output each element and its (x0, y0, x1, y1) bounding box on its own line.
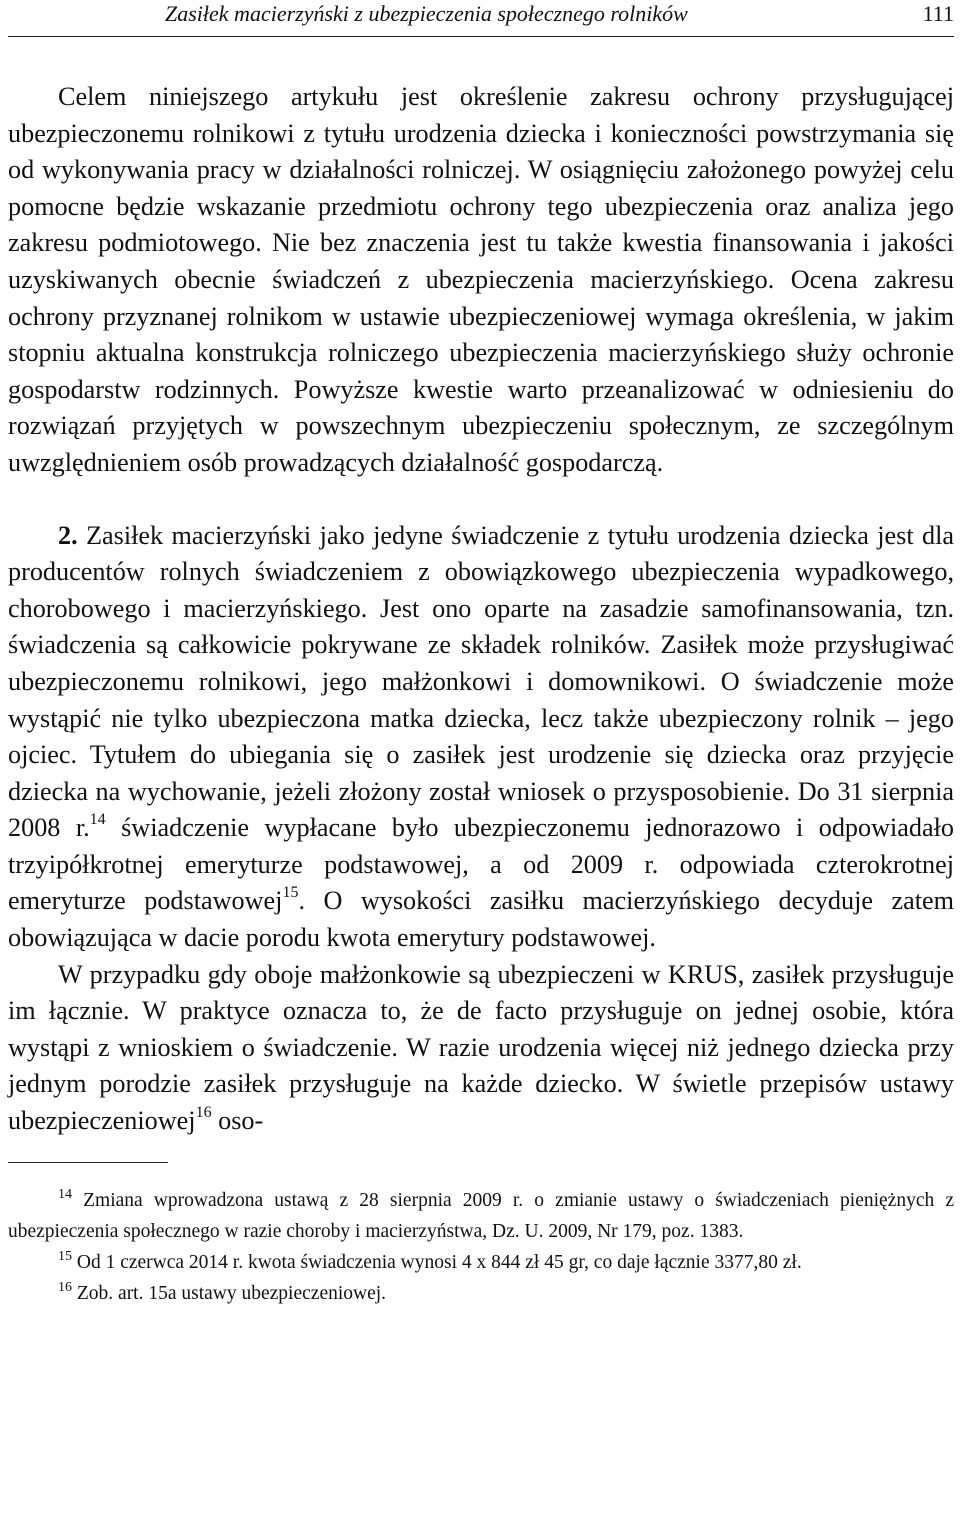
footnote-text: Zob. art. 15a ustawy ubezpieczeniowej. (72, 1282, 387, 1304)
running-title: Zasiłek macierzyński z ubezpieczenia społecznego rolników (165, 1, 688, 26)
paragraph-3 (8, 957, 954, 1140)
paragraph-3-text-b: oso- (211, 1106, 264, 1136)
body-text (8, 79, 954, 1140)
footnote-14 (8, 1185, 954, 1247)
footnote-number: 15 (58, 1248, 72, 1264)
footnote-16 (8, 1278, 954, 1309)
paragraph-1: Celem niniejszego artykułu jest określenie zakresu ochrony przysługującej ubezpieczonemu rolnikowi z tytułu urodzenia dziecka i konieczności powstrzymania się od wykonywania pracy w działalności rolniczej. W osiągnięciu założonego powyżej celu pomocne będzie wskazanie przedmiotu ochrony tego ubezpieczenia oraz analiza jego zakresu podmiotowego. Nie bez znaczenia jest tu także kwestia finansowania i jakości uzyskiwanych obecnie świadczeń z ubezpieczenia macierzyńskiego. Ocena zakresu ochrony przyznanej rolnikom w ustawie ubezpieczeniowej wymaga określenia, w jakim stopniu aktualna konstrukcja rolniczego ubezpieczenia macierzyńskiego służy ochronie gospodarstw rodzinnych. Powyższe kwestie warto przeanalizować w odniesieniu do rozwiązań przyjętych w powszechnym ubezpieczeniu społecznym, ze szczególnym uwzględnieniem osób prowadzących działalność gospodarczą. (8, 82, 954, 477)
footnote-text: Od 1 czerwca 2014 r. kwota świadczenia wynosi 4 x 844 zł 45 gr, co daje łącznie 3377,80 zł. (72, 1251, 802, 1273)
footnote-ref-14[interactable]: 14 (89, 811, 106, 829)
page-number: 111 (922, 1, 954, 26)
footnote-number: 16 (58, 1279, 72, 1295)
paragraph-2 (8, 518, 954, 957)
paragraph-2-text-c: . O wysokości zasiłku macierzyńskiego decyduje zatem obowiązująca w dacie porodu kwota emerytury podstawowej. (8, 886, 954, 953)
footnote-15 (8, 1247, 954, 1278)
footnote-ref-16[interactable]: 16 (195, 1104, 212, 1122)
section-number: 2. (58, 520, 78, 550)
footnotes (8, 1185, 954, 1309)
document-page (8, 0, 954, 1309)
paragraph-2-text-b: świadczenie wypłacane było ubezpieczonemu jednorazowo i odpowiadało trzyipółkrotnej emeryturze podstawowej, a od 2009 r. odpowiada czterokrotnej emeryturze podstawowej (8, 813, 954, 916)
footnote-text: Zmiana wprowadzona ustawą z 28 sierpnia 2009 r. o zmianie ustawy o świadczeniach pieniężnych z ubezpieczenia społecznego w razie choroby i macierzyństwa, Dz. U. 2009, Nr 179, poz. 1383. (8, 1189, 954, 1242)
paragraph-3-text-a: W przypadku gdy oboje małżonkowie są ubezpieczeni w KRUS, zasiłek przysługuje im łącznie. W praktyce oznacza to, że de facto przysługuje on jednej osobie, która wystąpi z wnioskiem o świadczenie. W razie urodzenia więcej niż jednego dziecka przy jednym porodzie zasiłek przysługuje na każde dziecko. W świetle przepisów ustawy ubezpieczeniowej (8, 959, 954, 1136)
footnote-number: 14 (58, 1186, 72, 1202)
paragraph-2-text-a: Zasiłek macierzyński jako jedyne świadczenie z tytułu urodzenia dziecka jest dla producentów rolnych świadczeniem z obowiązkowego ubezpieczenia wypadkowego, chorobowego i macierzyńskiego. Jest ono oparte na zasadzie samofinansowania, tzn. świadczenia są całkowicie pokrywane ze składek rolników. Zasiłek może przysługiwać ubezpieczonemu rolnikowi, jego małżonkowi i domownikowi. O świadczenie może wystąpić nie tylko ubezpieczona matka dziecka, lecz także ubezpieczony rolnik – jego ojciec. Tytułem do ubiegania się o zasiłek jest urodzenie się dziecka oraz przyjęcie dziecka na wychowanie, jeżeli złożony został wniosek o przysposobienie. Do 31 sierpnia 2008 r. (8, 520, 955, 843)
footnote-divider (8, 1162, 168, 1163)
running-header (8, 0, 954, 37)
footnote-ref-15[interactable]: 15 (282, 884, 299, 902)
